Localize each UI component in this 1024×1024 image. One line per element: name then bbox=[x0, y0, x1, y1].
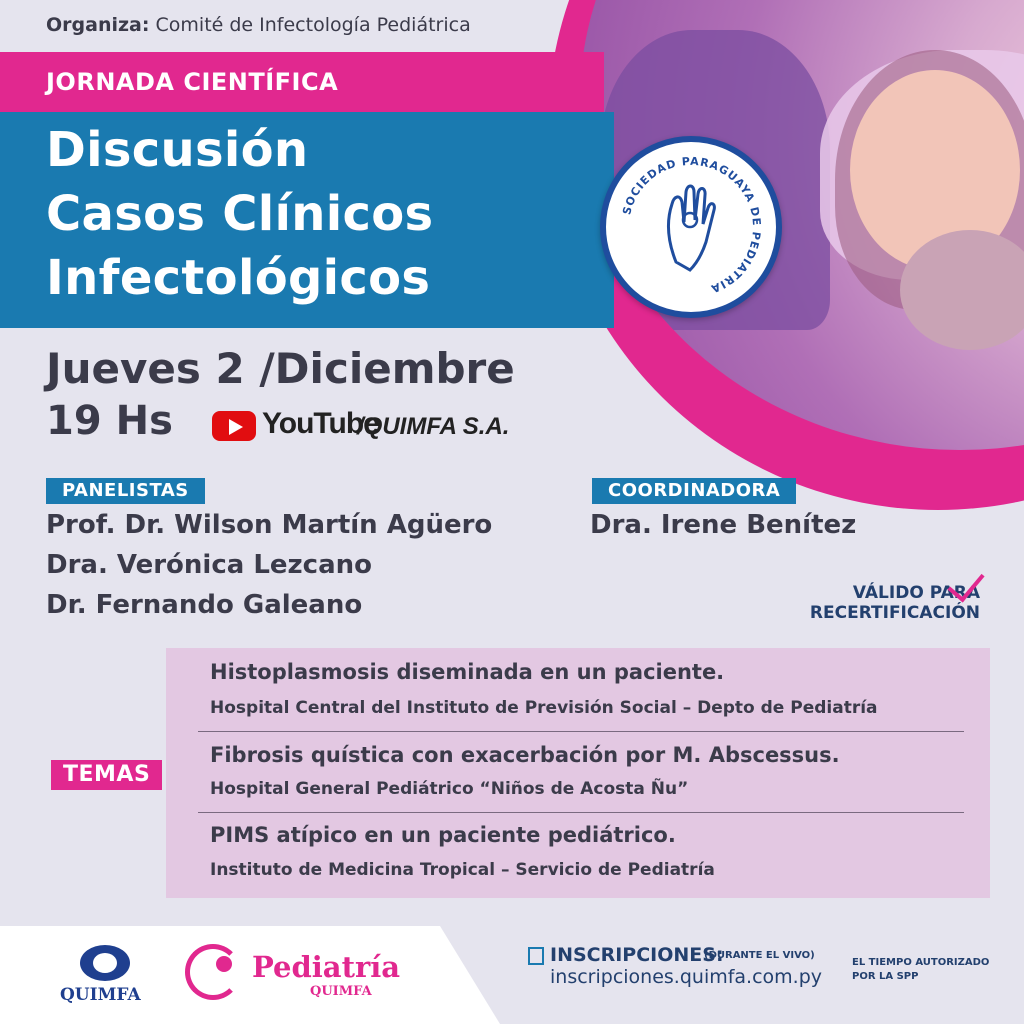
topic-divider bbox=[198, 812, 964, 813]
play-icon bbox=[229, 419, 243, 435]
registration-url[interactable]: inscripciones.quimfa.com.py bbox=[550, 966, 823, 988]
event-type: JORNADA CIENTÍFICA bbox=[46, 68, 339, 96]
registration-label: INSCRIPCIONES: bbox=[550, 944, 724, 966]
topic-divider bbox=[198, 731, 964, 732]
organizer-line bbox=[46, 14, 471, 36]
organizer-label: Organiza: bbox=[46, 14, 150, 36]
coordinator-name: Dra. Irene Benítez bbox=[590, 510, 857, 540]
panelists-label: PANELISTAS bbox=[46, 478, 205, 504]
svg-text:SOCIEDAD PARAGUAYA DE PEDIATRI bbox=[620, 155, 763, 296]
authorized-time-note bbox=[852, 956, 1002, 984]
quimfa-logo-text: QUIMFA bbox=[60, 985, 141, 1005]
topic-title: PIMS atípico en un paciente pediátrico. bbox=[210, 823, 676, 847]
pediatria-logo-dot bbox=[216, 956, 232, 972]
pediatria-logo-title: Pediatría bbox=[252, 950, 401, 984]
topic-title: Fibrosis quística con exacerbación por M. Abscessus. bbox=[210, 743, 840, 767]
photo-teddy-bear bbox=[900, 230, 1024, 350]
panelist-name: Dr. Fernando Galeano bbox=[46, 590, 363, 620]
form-icon bbox=[528, 947, 544, 965]
authorized-time-line-2: POR LA SPP bbox=[852, 971, 919, 982]
event-time: 19 Hs bbox=[46, 398, 173, 444]
title-line-2: Casos Clínicos bbox=[46, 186, 434, 242]
topic-title: Histoplasmosis diseminada en un paciente. bbox=[210, 660, 725, 684]
topic-source: Hospital General Pediátrico “Niños de Acosta Ñu” bbox=[210, 779, 689, 799]
organizer-value: Comité de Infectología Pediátrica bbox=[155, 14, 471, 36]
pediatria-logo-sub: QUIMFA bbox=[310, 984, 372, 999]
recert-line-1: VÁLIDO PARA bbox=[852, 583, 980, 603]
event-date: Jueves 2 /Diciembre bbox=[46, 344, 515, 393]
youtube-wordmark: YouTube bbox=[262, 407, 379, 440]
topics-label: TEMAS bbox=[51, 760, 162, 790]
spp-logo-text: SOCIEDAD PARAGUAYA DE PEDIATRIA bbox=[620, 154, 764, 296]
panelist-name: Prof. Dr. Wilson Martín Agüero bbox=[46, 510, 493, 540]
spp-logo-emblem bbox=[606, 142, 776, 312]
youtube-channel: /QUIMFA S.A. bbox=[357, 413, 510, 440]
quimfa-logo-mark-inner bbox=[93, 953, 117, 973]
coordinator-label: COORDINADORA bbox=[592, 478, 796, 504]
topic-source: Hospital Central del Instituto de Previsión Social – Depto de Pediatría bbox=[210, 698, 878, 718]
title-line-1: Discusión bbox=[46, 122, 309, 178]
topic-source: Instituto de Medicina Tropical – Servicio de Pediatría bbox=[210, 860, 715, 880]
panelist-name: Dra. Verónica Lezcano bbox=[46, 550, 372, 580]
title-line-3: Infectológicos bbox=[46, 250, 431, 306]
authorized-time-line-1: EL TIEMPO AUTORIZADO bbox=[852, 957, 990, 968]
pediatria-logo-mark bbox=[185, 944, 241, 1000]
spp-logo bbox=[600, 136, 782, 318]
recert-line-2: RECERTIFICACIÓN bbox=[809, 603, 980, 623]
registration-note: (DURANTE EL VIVO) bbox=[704, 950, 815, 961]
